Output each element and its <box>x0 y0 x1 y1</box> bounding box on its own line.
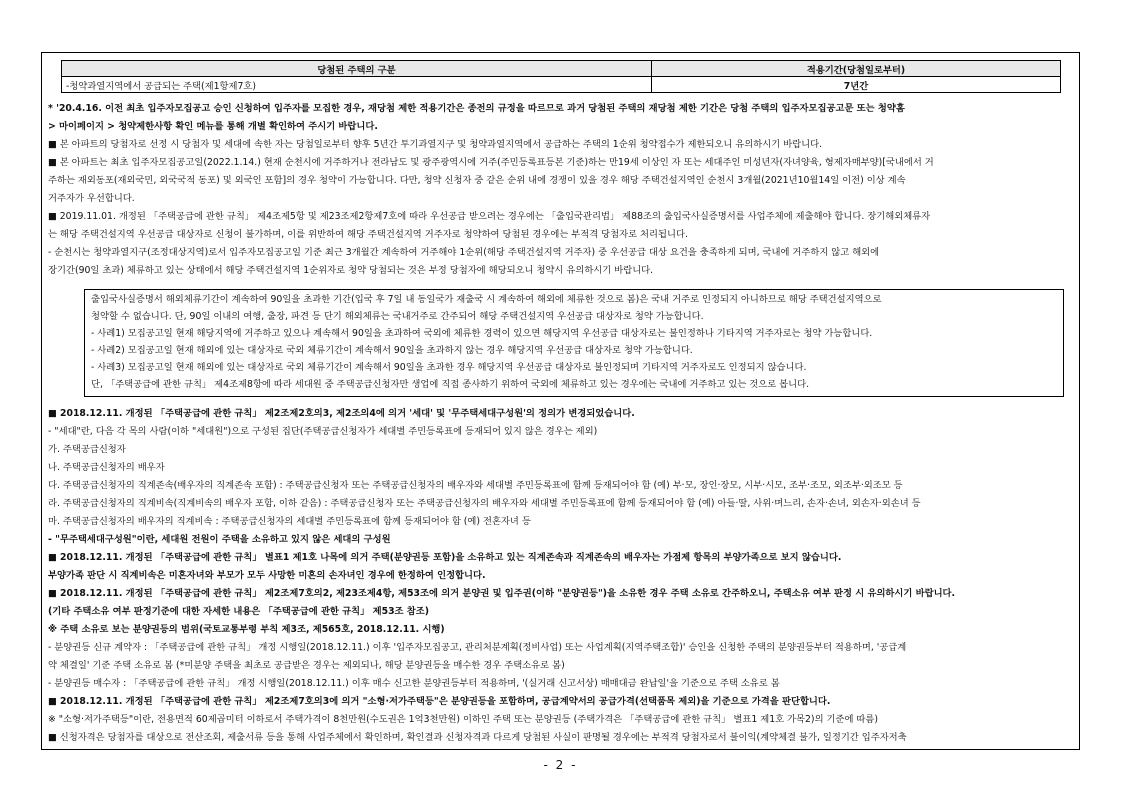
box-line: - 사례1) 모집공고일 현재 해당지역에 거주하고 있으나 계속해서 90일을 초과하여 국외에 체류한 경력이 있으면 해당지역 우선공급 대상자로는 불인정하나 기타지역 거주자로는 청약 가능합니다. <box>91 328 873 339</box>
text-line: ■ 본 아파트의 당첨자로 선정 시 당첨자 및 세대에 속한 자는 당첨일로부터 향후 5년간 투기과열지구 및 청약과열지역에서 공급하는 주택의 1순위 청약접수가 제한되오니 유의하시기 바랍니다. <box>48 139 823 150</box>
text-line: 부양가족 판단 시 직계비속은 미혼자녀와 부모가 모두 사망한 미혼의 손자녀인 경우에 한정하여 인정합니다. <box>48 570 486 581</box>
document-frame <box>41 52 1080 750</box>
overseas-stay-note-box <box>84 289 1064 397</box>
box-line: - 사례3) 모집공고일 현재 해외에 있는 대상자로 국외 체류기간이 계속해서 90일을 초과한 경우 해당지역 우선공급 대상자로 불인정되며 기타지역 거주자로도 인정되지 않습니다. <box>91 362 807 373</box>
text-line: ■ 2018.12.11. 개정된 「주택공급에 관한 규칙」 별표1 제1호 나목에 의거 주택(분양권등 포함)을 소유하고 있는 직계존속과 직계존속의 배우자는 가점제 항목의 부양가족으로 보지 않습니다. <box>48 552 842 563</box>
text-line: 가. 주택공급신청자 <box>48 444 126 455</box>
table-cell-period: 7년간 <box>652 77 1061 93</box>
text-line: > 마이페이지 > 청약제한사항 확인 메뉴를 통해 개별 확인하여 주시기 바랍니다. <box>48 121 378 132</box>
text-line: - 분양권등 신규 계약자 : 「주택공급에 관한 규칙」 개정 시행일(2018.12.11.) 이후 '입주자모집공고, 관리처분계획(정비사업) 또는 사업계획(지역주택조합)' 승인을 신청한 주택의 분양권등부터 적용하며, '공급계 <box>48 642 907 653</box>
text-line: 는 해당 주택건설지역 우선공급 대상자로 신청이 불가하며, 이를 위반하여 해당 주택건설지역 거주자로 청약하여 당첨된 경우에는 부적격 당첨자로 처리됩니다. <box>48 229 688 240</box>
text-line: ■ 2018.12.11. 개정된 「주택공급에 관한 규칙」 제2조제2호의3, 제2조의4에 의거 '세대' 및 '무주택세대구성원'의 정의가 변경되었습니다. <box>48 408 635 419</box>
text-line: ※ "소형·저가주택등"이란, 전용면적 60제곱미터 이하로서 주택가격이 8천만원(수도권은 1억3천만원) 이하인 주택 또는 분양권등 (주택가격은 「주택공급에 관한 규칙」 별표1 제1호 가목2)의 기준에 따름) <box>48 714 878 725</box>
text-line: - 순천시는 청약과열지구(조정대상지역)로서 입주자모집공고일 기준 최근 3개월간 계속하여 거주해야 1순위(해당 주택건설지역 거주자) 중 우선공급 대상 요건을 충족하게 되며, 국내에 거주하지 않고 해외에 <box>48 247 880 258</box>
text-line: 약 체결일' 기준 주택 소유로 봄 (*미분양 주택을 최초로 공급받은 경우는 제외되나, 해당 분양권등을 매수한 경우 주택소유로 봄) <box>48 660 565 671</box>
text-line: 장기간(90일 초과) 체류하고 있는 상태에서 해당 주택건설지역 1순위자로 청약 당첨되는 것은 부정 당첨자에 해당되오니 청약시 유의하시기 바랍니다. <box>48 265 654 276</box>
text-line: ■ 본 아파트는 최초 입주자모집공고일(2022.1.14.) 현재 순천시에 거주하거나 전라남도 및 광주광역시에 거주(주민등록표등본 기준)하는 만19세 이상인 자 또는 세대주인 미성년자(자녀양육, 형제자매부양)[국내에서 거 <box>48 157 934 168</box>
text-line: - "세대"란, 다음 각 목의 사람(이하 "세대원")으로 구성된 집단(주택공급신청자가 세대별 주민등록표에 등재되어 있지 않은 경우는 제외) <box>48 426 598 437</box>
rewinning-restriction-table <box>61 60 1061 93</box>
table-header-period: 적용기간(당첨일로부터) <box>652 61 1061 77</box>
text-line: ■ 신청자격은 당첨자를 대상으로 전산조회, 제출서류 등을 통해 사업주체에서 확인하며, 확인결과 신청자격과 다르게 당첨된 사실이 판명될 경우에는 부적격 당첨자로서 불이익(계약체결 불가, 일정기간 입주자저축 <box>48 732 907 743</box>
text-line: ■ 2018.12.11. 개정된 「주택공급에 관한 규칙」 제2조제7호의2, 제23조제4항, 제53조에 의거 분양권 및 입주권(이하 "분양권등")을 소유한 경우 주택 소유로 간주하오니, 주택소유 여부 판정 시 유의하시기 바랍니다. <box>48 588 956 599</box>
text-line: - "무주택세대구성원"이란, 세대원 전원이 주택을 소유하고 있지 않은 세대의 구성원 <box>48 534 391 545</box>
text-line: 라. 주택공급신청자의 직계비속(직계비속의 배우자 포함, 이하 같음) : 주택공급신청자 또는 주택공급신청자의 배우자와 세대별 주민등록표에 함께 등재되어야 함 (예) 아들·딸, 사위·며느리, 손자·손녀, 외손자·외손녀 등 <box>48 498 921 509</box>
text-line: ■ 2019.11.01. 개정된 「주택공급에 관한 규칙」 제4조제5항 및 제23조제2항제7호에 따라 우선공급 받으려는 경우에는 「출입국관리법」 제88조의 출입국사실증명서를 사업주체에 제출해야 합니다. 장기해외체류자 <box>48 211 931 222</box>
box-line: 출입국사실증명서 해외체류기간이 계속하여 90일을 초과한 기간(입국 후 7일 내 동일국가 재출국 시 계속하여 해외에 체류한 것으로 봄)은 국내 거주로 인정되지 아니하므로 해당 주택건설지역으로 <box>91 294 882 305</box>
text-line: 주하는 재외동포(재외국민, 외국국적 동포) 및 외국인 포함]의 경우 청약이 가능합니다. 다만, 청약 신청자 중 같은 순위 내에 경쟁이 있을 경우 해당 주택건설지역인 순천시 3개월(2021년10월14일 이전) 이상 계속 <box>48 175 906 186</box>
text-line: 나. 주택공급신청자의 배우자 <box>48 462 165 473</box>
text-line: 마. 주택공급신청자의 배우자의 직계비속 : 주택공급신청자의 세대별 주민등록표에 함께 등재되어야 함 (예) 전혼자녀 등 <box>48 516 531 527</box>
page-number: - 2 - <box>543 758 578 772</box>
text-line: (기타 주택소유 여부 판정기준에 대한 자세한 내용은 「주택공급에 관한 규칙」 제53조 참조) <box>48 606 429 617</box>
table-header-category: 당첨된 주택의 구분 <box>62 61 652 77</box>
text-line: - 분양권등 매수자 : 「주택공급에 관한 규칙」 개정 시행일(2018.12.11.) 이후 매수 신고한 분양권등부터 적용하며, '(실거래 신고서상) 매매대금 완납일'을 기준으로 주택 소유로 봄 <box>48 678 780 689</box>
text-line: ※ 주택 소유로 보는 분양권등의 범위(국토교통부령 부칙 제3조, 제565호, 2018.12.11. 시행) <box>48 624 445 635</box>
box-line: - 사례2) 모집공고일 현재 해외에 있는 대상자로 국외 체류기간이 계속해서 90일을 초과하지 않는 경우 해당지역 우선공급 대상자로 청약 가능합니다. <box>91 345 693 356</box>
box-line: 단, 「주택공급에 관한 규칙」 제4조제8항에 따라 세대원 중 주택공급신청자만 생업에 직접 종사하기 위하여 국외에 체류하고 있는 경우에는 국내에 거주하고 있는 것으로 봅니다. <box>91 379 810 390</box>
box-line: 청약할 수 없습니다. 단, 90일 이내의 여행, 출장, 파견 등 단기 해외체류는 국내거주로 간주되어 해당 주택건설지역 우선공급 대상자로 청약 가능합니다. <box>91 311 704 322</box>
text-line: 거주자가 우선합니다. <box>48 193 135 204</box>
table-cell-category: -청약과열지역에서 공급되는 주택(제1항제7호) <box>62 77 652 93</box>
text-line: 다. 주택공급신청자의 직계존속(배우자의 직계존속 포함) : 주택공급신청자 또는 주택공급신청자의 배우자와 세대별 주민등록표에 함께 등재되어야 함 (예) 부·모, 장인·장모, 시부·시모, 조부·조모, 외조부·외조모 등 <box>48 480 903 491</box>
text-line: ■ 2018.12.11. 개정된 「주택공급에 관한 규칙」 제2조제7호의3에 의거 "소형·저가주택등"은 분양권등을 포함하며, 공급계약서의 공급가격(선택품목 제외)을 기준으로 가격을 판단합니다. <box>48 696 831 707</box>
text-line: * '20.4.16. 이전 최초 입주자모집공고 승인 신청하여 입주자를 모집한 경우, 재당첨 제한 적용기간은 종전의 규정을 따르므로 과거 당첨된 주택의 재당첨 제한 기간은 당첨 주택의 입주자모집공고문 또는 청약홈 <box>48 103 905 114</box>
